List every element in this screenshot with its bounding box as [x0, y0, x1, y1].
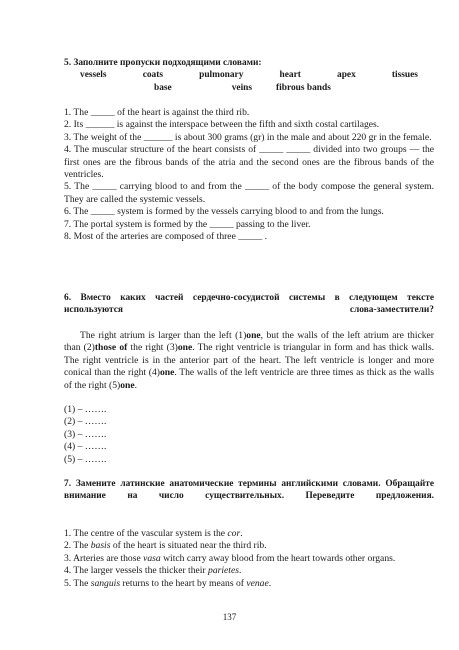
sentence-text: 4. The larger vessels the thicker their — [64, 565, 209, 577]
paragraph-text: . The walls of the left ventricle are three times as thick as the walls of the right (5) — [64, 367, 434, 391]
exercise-7-items — [64, 528, 434, 590]
answer-line: (2) – ……. — [64, 416, 107, 428]
word-bank-row-1 — [64, 69, 434, 81]
word-bank-item: pulmonary — [199, 70, 244, 81]
sentence-text: witch carry away blood from the heart towards other organs. — [160, 552, 396, 564]
exercise-6-heading: 6. Вместо каких частей сердечно-сосудистой системы в следующем тексте используются слова-заместители? — [64, 293, 434, 316]
exercise-item — [64, 578, 434, 590]
substitute-word: one — [177, 342, 193, 354]
word-bank-item: fibrous bands — [276, 82, 331, 93]
exercise-6 — [64, 292, 434, 317]
answer-line: (1) – ……. — [64, 404, 107, 415]
exercise-6-paragraph — [64, 330, 434, 392]
exercise-item: 2. Its ______ is against the interspace between the fifth and sixth costal cartilages. — [64, 119, 380, 131]
substitute-word: those of — [94, 342, 128, 354]
answer-line: (4) – ……. — [64, 441, 107, 453]
latin-term: basis — [90, 540, 111, 552]
exercise-item — [64, 553, 434, 565]
exercise-item — [64, 565, 434, 577]
exercise-item — [64, 540, 434, 552]
word-bank-item: heart — [279, 70, 301, 81]
exercise-item: 5. The _____ carrying blood to and from the _____ of the body compose the general system. They are called the systemic vessels. — [64, 181, 434, 205]
word-bank-item: veins — [231, 82, 253, 93]
sentence-text: 5. The — [64, 577, 91, 589]
paragraph-text: . The right ventricle is triangular in form and has thick walls. The right ventricle is in the anterior part of the heart. The left ventricle is longer and more conical than the right (4) — [64, 342, 434, 379]
exercise-item: 4. The muscular structure of the heart consists of _____ _____ divided into two groups — the first ones are the fibrous bands of the atria and the second ones are the fibrous bands of the ventricles. — [64, 144, 434, 181]
paragraph-text: the right (3) — [127, 342, 178, 354]
latin-term: venae — [246, 577, 269, 589]
substitute-word: one — [120, 379, 135, 391]
latin-term: parietes — [208, 565, 239, 577]
substitute-word: one — [159, 367, 175, 379]
answer-line: (3) – ……. — [64, 428, 107, 440]
substitute-word: one — [246, 330, 261, 341]
latin-term: vasa — [143, 552, 161, 564]
latin-term: sanguis — [90, 577, 121, 589]
exercise-6-answers — [64, 404, 434, 466]
sentence-text: 1. The centre of the vascular system is the — [64, 528, 228, 539]
word-bank-item: apex — [337, 70, 356, 81]
exercise-item: 7. The portal system is formed by the _____ passing to the liver. — [64, 218, 311, 230]
sentence-text: returns to the heart by means of — [120, 577, 247, 589]
page-number: 137 — [222, 612, 237, 622]
sentence-text: 3. Arteries are those — [64, 552, 144, 564]
paragraph-text: , but the walls of the left atrium are thicker than (2) — [64, 330, 434, 354]
sentence-text: 2. The — [64, 540, 91, 552]
exercise-7-heading: 7. Замените латинские анатомические термины английскими словами. Обращайте внимание на число существительных. Переведите предложения. — [64, 479, 434, 502]
exercise-item: 6. The _____ system is formed by the vessels carrying blood to and from the lungs. — [64, 206, 384, 218]
exercise-5 — [64, 57, 434, 94]
sentence-text: . — [238, 565, 242, 577]
exercise-item — [64, 528, 434, 540]
exercise-item: 1. The _____ of the heart is against the third rib. — [64, 107, 250, 118]
exercise-7 — [64, 478, 434, 503]
exercise-5-heading: 5. Заполните пропуски подходящими словами: — [64, 58, 262, 68]
word-bank-item: tissues — [391, 70, 418, 81]
sentence-text: . — [240, 528, 243, 539]
exercise-6-text — [64, 330, 434, 392]
word-bank-row-2 — [64, 82, 434, 94]
paragraph-text: . — [134, 379, 138, 391]
answer-line: (5) – ……. — [64, 453, 107, 465]
paragraph-text: The right atrium is larger than the left (1) — [80, 330, 247, 341]
exercise-5-items — [64, 107, 434, 243]
exercise-item: 3. The weight of the ______ is about 300 grams (gr) in the male and about 220 gr in the female. — [64, 131, 432, 143]
sentence-text: . — [268, 577, 272, 589]
word-bank-item: vessels — [80, 70, 107, 81]
sentence-text: of the heart is situated near the third rib. — [110, 540, 267, 552]
word-bank-item: base — [154, 82, 172, 93]
exercise-item: 8. Most of the arteries are composed of three _____ . — [64, 231, 268, 243]
word-bank-item: coats — [142, 70, 163, 81]
latin-term: cor — [227, 528, 241, 539]
